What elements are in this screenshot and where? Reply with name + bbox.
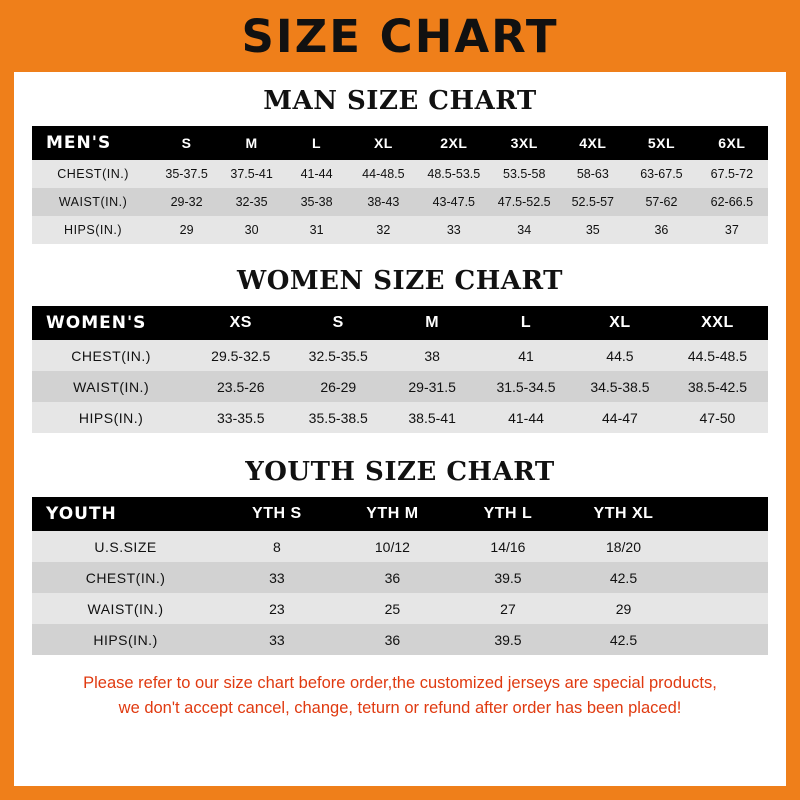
youth-header-cell-0: YOUTH <box>46 504 117 524</box>
youth-row2-cell-0: 23 <box>269 600 285 617</box>
women-row2-cell-5: 47-50 <box>699 409 736 426</box>
youth-row0-label: U.S.SIZE <box>94 538 157 555</box>
man-row0-cell-5: 53.5-58 <box>503 167 546 181</box>
women-row1-cell-5: 38.5-42.5 <box>687 378 748 395</box>
man-row1-cell-0: 29-32 <box>170 195 203 209</box>
youth-row0-cell-3: 18/20 <box>605 538 642 555</box>
table-row <box>32 340 768 371</box>
chart-content <box>14 86 786 721</box>
youth-section-title: YOUTH SIZE CHART <box>245 457 555 487</box>
page-title: SIZE CHART <box>241 9 559 63</box>
women-row0-cell-0: 29.5-32.5 <box>211 347 271 364</box>
youth-row2-cell-2: 27 <box>500 600 516 617</box>
man-row2-cell-3: 32 <box>376 223 391 237</box>
youth-row2-spacer <box>681 593 768 624</box>
youth-header-cell-4: YTH XL <box>593 505 654 522</box>
man-row2-cell-5: 34 <box>517 223 532 237</box>
women-header-cell-2: S <box>332 314 344 331</box>
man-header-cell-8: 5XL <box>647 135 676 151</box>
women-row2-cell-3: 41-44 <box>508 409 544 426</box>
table-header-row <box>32 126 768 160</box>
man-row0-cell-1: 37.5-41 <box>230 167 273 181</box>
man-header-cell-9: 6XL <box>718 135 746 151</box>
man-row2-cell-2: 31 <box>309 223 324 237</box>
youth-row0-cell-0: 8 <box>272 538 281 555</box>
women-header-cell-4: L <box>520 314 532 331</box>
youth-row1-label: CHEST(IN.) <box>85 569 166 586</box>
youth-header-cell-3: YTH L <box>483 505 533 522</box>
footer-note-line1: Please refer to our size chart before order,the customized jerseys are special products, <box>83 674 717 692</box>
man-header-cell-7: 4XL <box>579 135 607 151</box>
man-row1-cell-4: 43-47.5 <box>432 195 475 209</box>
table-row <box>32 216 768 244</box>
women-row2-cell-0: 33-35.5 <box>217 409 265 426</box>
youth-row3-cell-3: 42.5 <box>609 631 638 648</box>
youth-row1-cell-2: 39.5 <box>494 569 522 586</box>
man-table-header <box>32 126 768 160</box>
youth-row1-cell-3: 42.5 <box>609 569 638 586</box>
man-row2-cell-1: 30 <box>244 223 259 237</box>
youth-header-cell-2: YTH M <box>366 505 419 522</box>
women-row0-cell-5: 44.5-48.5 <box>687 347 748 364</box>
youth-row2-cell-1: 25 <box>384 600 401 617</box>
man-row2-cell-4: 33 <box>446 223 461 237</box>
table-row <box>32 402 768 433</box>
man-row0-cell-7: 63-67.5 <box>640 167 683 181</box>
table-header-row <box>32 497 768 531</box>
women-row1-label: WAIST(IN.) <box>73 378 150 395</box>
women-row1-cell-1: 26-29 <box>320 378 357 395</box>
man-header-cell-3: L <box>312 135 322 151</box>
women-row2-cell-4: 44-47 <box>602 409 638 426</box>
women-header-cell-0: WOMEN'S <box>46 313 147 333</box>
man-row1-cell-1: 32-35 <box>235 195 268 209</box>
man-row2-label: HIPS(IN.) <box>64 223 123 237</box>
youth-row1-spacer <box>681 562 768 593</box>
women-size-table <box>32 306 768 433</box>
man-header-cell-4: XL <box>373 135 393 151</box>
man-row1-cell-3: 38-43 <box>367 195 400 209</box>
youth-row2-cell-3: 29 <box>615 600 632 617</box>
women-row2-cell-2: 38.5-41 <box>408 409 456 426</box>
man-header-cell-0: MEN'S <box>46 133 112 153</box>
women-row0-cell-3: 41 <box>518 347 534 364</box>
women-table-header <box>32 306 768 340</box>
table-row <box>32 188 768 216</box>
women-row0-cell-1: 32.5-35.5 <box>308 347 368 364</box>
youth-row3-cell-0: 33 <box>269 631 285 648</box>
man-row0-label: CHEST(IN.) <box>57 167 129 181</box>
man-header-cell-5: 2XL <box>440 135 468 151</box>
table-row <box>32 624 768 655</box>
youth-row0-cell-2: 14/16 <box>490 538 526 555</box>
youth-size-table <box>32 497 768 655</box>
man-size-table <box>32 126 768 244</box>
women-header-cell-6: XXL <box>701 314 734 331</box>
bottom-accent-bar <box>0 786 800 800</box>
man-row1-cell-5: 47.5-52.5 <box>497 195 551 209</box>
man-row1-cell-8: 62-66.5 <box>710 195 754 209</box>
man-header-cell-2: M <box>245 135 258 151</box>
youth-row3-cell-2: 39.5 <box>494 631 522 648</box>
youth-row3-spacer <box>681 624 768 655</box>
table-row <box>32 593 768 624</box>
youth-header-cell-5 <box>681 497 768 531</box>
women-row2-label: HIPS(IN.) <box>78 409 144 426</box>
women-header-cell-5: XL <box>609 314 631 331</box>
women-row1-cell-2: 29-31.5 <box>408 378 456 395</box>
youth-row1-cell-1: 36 <box>384 569 401 586</box>
women-row0-cell-2: 38 <box>424 347 440 364</box>
youth-table-body <box>32 531 768 655</box>
youth-header-cell-1: YTH S <box>252 505 302 522</box>
youth-table-header <box>32 497 768 531</box>
youth-row3-label: HIPS(IN.) <box>93 631 158 648</box>
man-row2-cell-8: 37 <box>724 223 739 237</box>
man-row2-cell-6: 35 <box>585 223 600 237</box>
man-row0-cell-4: 48.5-53.5 <box>427 167 481 181</box>
women-header-cell-3: M <box>425 314 440 331</box>
man-header-cell-1: S <box>181 135 192 151</box>
footer-note <box>32 671 768 721</box>
man-row1-label: WAIST(IN.) <box>58 195 128 209</box>
women-row0-cell-4: 44.5 <box>606 347 634 364</box>
women-table-body <box>32 340 768 433</box>
man-table-body <box>32 160 768 244</box>
table-header-row <box>32 306 768 340</box>
man-row2-cell-7: 36 <box>654 223 669 237</box>
women-row2-cell-1: 35.5-38.5 <box>308 409 368 426</box>
man-section-title: MAN SIZE CHART <box>263 86 537 116</box>
man-row0-cell-8: 67.5-72 <box>710 167 754 181</box>
footer-note-line2: we don't accept cancel, change, teturn or refund after order has been placed! <box>118 698 682 717</box>
man-row0-cell-6: 58-63 <box>576 167 609 181</box>
man-row0-cell-3: 44-48.5 <box>362 167 405 181</box>
women-row1-cell-3: 31.5-34.5 <box>496 378 556 395</box>
man-row1-cell-2: 35-38 <box>300 195 333 209</box>
youth-row1-cell-0: 33 <box>269 569 285 586</box>
youth-row2-label: WAIST(IN.) <box>87 600 164 617</box>
youth-row3-cell-1: 36 <box>384 631 401 648</box>
table-row <box>32 562 768 593</box>
youth-row0-spacer <box>681 531 768 562</box>
man-row0-cell-0: 35-37.5 <box>165 167 208 181</box>
table-row <box>32 531 768 562</box>
women-header-cell-1: XS <box>229 314 252 331</box>
man-row0-cell-2: 41-44 <box>300 167 333 181</box>
youth-row0-cell-1: 10/12 <box>374 538 410 555</box>
man-header-cell-6: 3XL <box>510 135 538 151</box>
page-banner <box>0 0 800 72</box>
women-row1-cell-4: 34.5-38.5 <box>590 378 650 395</box>
women-row1-cell-0: 23.5-26 <box>217 378 265 395</box>
man-row2-cell-0: 29 <box>179 223 194 237</box>
table-row <box>32 371 768 402</box>
man-row1-cell-6: 52.5-57 <box>571 195 615 209</box>
women-section-title: WOMEN SIZE CHART <box>237 266 563 296</box>
women-row0-label: CHEST(IN.) <box>71 347 151 364</box>
table-row <box>32 160 768 188</box>
man-row1-cell-7: 57-62 <box>645 195 678 209</box>
